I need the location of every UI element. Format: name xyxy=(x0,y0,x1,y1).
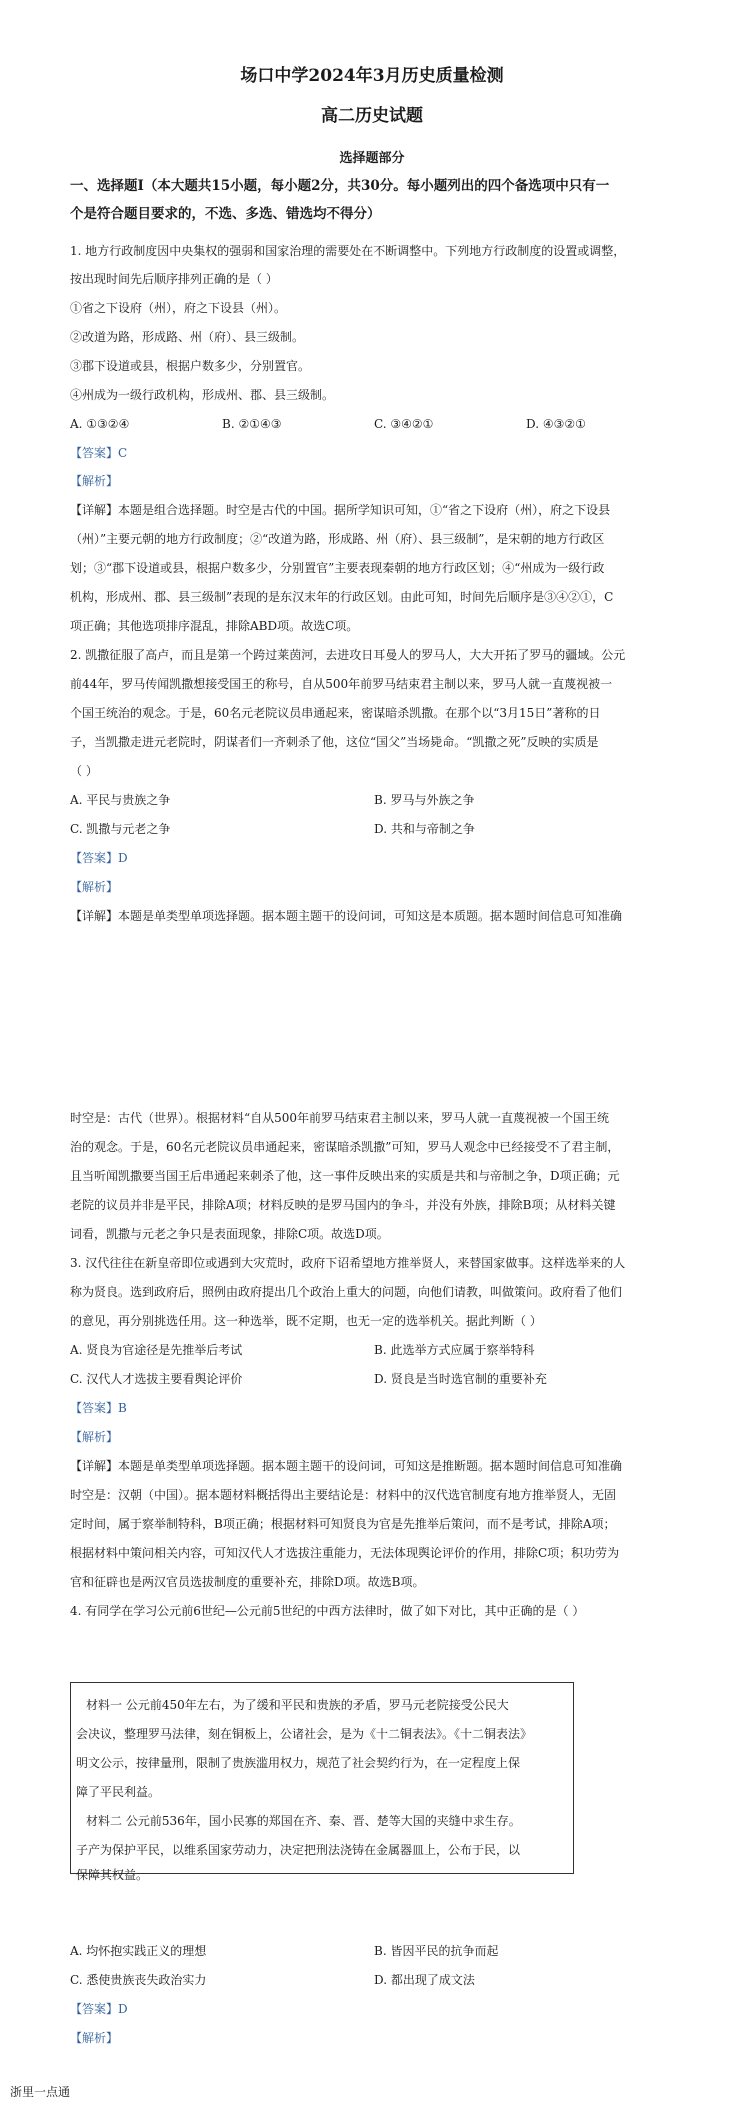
q2-detail-line-6: 词看，凯撒与元老之争只是表面现象，排除C项。故选D项。 xyxy=(70,1227,389,1241)
section-heading-line-1: 一、选择题Ⅰ（本大题共15小题，每小题2分，共30分。每小题列出的四个备选项中只有一 xyxy=(70,178,610,194)
q1-detail-line-1: 【详解】本题是组合选择题。时空是古代的中国。据所学知识可知，①“省之下设府（州），府之下设县 xyxy=(70,503,611,517)
q2-option-a: A. 平民与贵族之争 xyxy=(70,793,171,807)
q3-detail-line-4: 根据材料中策问相关内容，可知汉代人才选拔注重能力，无法体现舆论评价的作用，排除C项；积功劳为 xyxy=(70,1546,620,1560)
q1-detail-line-5: 项正确；其他选项排序混乱，排除ABD项。故选C项。 xyxy=(70,619,359,633)
q4-answer: 【答案】D xyxy=(70,2002,128,2016)
q2-stem-line-5: （ ） xyxy=(70,764,98,778)
q2-detail-line-5: 老院的议员并非是平民，排除A项；材料反映的是罗马国内的争斗，并没有外族，排除B项；从材料关键 xyxy=(70,1198,616,1212)
exam-subtitle: 高二历史试题 xyxy=(321,106,423,126)
q1-answer: 【答案】C xyxy=(70,446,128,460)
q1-item-3: ③郡下设道或县，根据户数多少，分别置官。 xyxy=(70,359,311,373)
q3-analysis-label: 【解析】 xyxy=(70,1430,119,1444)
q2-detail-line-4: 且当听闻凯撒要当国王后串通起来刺杀了他，这一事件反映出来的实质是共和与帝制之争，D项正确；元 xyxy=(70,1169,620,1183)
q3-answer: 【答案】B xyxy=(70,1401,127,1415)
q1-item-1: ①省之下设府（州），府之下设县（州）。 xyxy=(70,301,287,315)
q2-detail-line-1: 【详解】本题是单类型单项选择题。据本题主题干的设问词，可知这是本质题。据本题时间信息可知准确 xyxy=(70,909,623,923)
q1-item-4: ④州成为一级行政机构，形成州、郡、县三级制。 xyxy=(70,388,335,402)
q2-stem-line-2: 前44年，罗马传闻凯撒想接受国王的称号，自从500年前罗马结束君主制以来，罗马人就一直蔑视被一 xyxy=(70,677,613,691)
footer-watermark: 浙里一点通 xyxy=(10,2085,71,2099)
q3-stem-line-3: 的意见，再分别挑选任用。这一种选举，既不定期，也无一定的选举机关。据此判断（ ） xyxy=(70,1314,542,1328)
q3-stem-line-1: 3. 汉代往往在新皇帝即位或遇到大灾荒时，政府下诏希望地方推举贤人，来替国家做事。这样选举来的人 xyxy=(70,1256,626,1270)
q1-option-d: D. ④③②① xyxy=(526,417,586,431)
material-line-5: 材料二 公元前536年，国小民寡的郑国在齐、秦、晋、楚等大国的夹缝中求生存。 xyxy=(86,1814,521,1828)
q1-stem-line-1: 1. 地方行政制度因中央集权的强弱和国家治理的需要处在不断调整中。下列地方行政制度的设置或调整， xyxy=(70,244,626,258)
material-line-7: 保障其权益。 xyxy=(76,1868,149,1882)
q1-stem-line-2: 按出现时间先后顺序排列正确的是（ ） xyxy=(70,272,278,286)
q3-option-b: B. 此选举方式应属于察举特科 xyxy=(374,1343,535,1357)
q4-option-b: B. 皆因平民的抗争而起 xyxy=(374,1944,499,1958)
q1-analysis-label: 【解析】 xyxy=(70,474,119,488)
q2-answer: 【答案】D xyxy=(70,851,128,865)
q1-option-b: B. ②①④③ xyxy=(222,417,282,431)
material-line-2: 会决议，整理罗马法律，刻在铜板上，公诸社会，是为《十二铜表法》。《十二铜表法》 xyxy=(76,1727,533,1741)
q4-option-a: A. 均怀抱实践正义的理想 xyxy=(70,1944,207,1958)
q2-option-b: B. 罗马与外族之争 xyxy=(374,793,475,807)
q1-item-2: ②改道为路，形成路、州（府）、县三级制。 xyxy=(70,330,305,344)
q2-detail-line-3: 治的观念。于是，60名元老院议员串通起来，密谋暗杀凯撒”可知，罗马人观念中已经接受不了君主制， xyxy=(70,1140,620,1154)
section-heading-line-2: 个是符合题目要求的，不选、多选、错选均不得分） xyxy=(70,206,381,222)
q3-option-d: D. 贤良是当时选官制的重要补充 xyxy=(374,1372,547,1386)
q2-analysis-label: 【解析】 xyxy=(70,880,119,894)
material-line-1: 材料一 公元前450年左右，为了缓和平民和贵族的矛盾，罗马元老院接受公民大 xyxy=(86,1698,509,1712)
q2-stem-line-1: 2. 凯撒征服了高卢，而且是第一个跨过莱茵河，去进攻日耳曼人的罗马人，大大开拓了罗马的疆域。公元 xyxy=(70,648,626,662)
q1-option-c: C. ③④②① xyxy=(374,417,434,431)
exam-title: 场口中学2024年3月历史质量检测 xyxy=(240,66,504,86)
q4-option-d: D. 都出现了成文法 xyxy=(374,1973,475,1987)
material-line-3: 明文公示，按律量刑，限制了贵族滥用权力，规范了社会契约行为，在一定程度上保 xyxy=(76,1756,521,1770)
q3-detail-line-1: 【详解】本题是单类型单项选择题。据本题主题干的设问词，可知这是推断题。据本题时间信息可知准确 xyxy=(70,1459,623,1473)
material-line-4: 障了平民利益。 xyxy=(76,1785,161,1799)
q3-stem-line-2: 称为贤良。选到政府后，照例由政府提出几个政治上重大的问题，向他们请教，叫做策问。政府看了他们 xyxy=(70,1285,623,1299)
q4-option-c: C. 悉使贵族丧失政治实力 xyxy=(70,1973,207,1987)
material-line-6: 子产为保护平民，以维系国家劳动力，决定把刑法浇铸在金属器皿上，公布于民，以 xyxy=(76,1843,521,1857)
q4-stem: 4. 有同学在学习公元前6世纪—公元前5世纪的中西方法律时，做了如下对比，其中正确的是（ ） xyxy=(70,1604,585,1618)
q1-detail-line-4: 机构，形成州、郡、县三级制”表现的是东汉末年的行政区划。由此可知，时间先后顺序是③④②①，C xyxy=(70,590,614,604)
q3-detail-line-5: 官和征辟也是两汉官员选拔制度的重要补充，排除D项。故选B项。 xyxy=(70,1575,425,1589)
q3-option-c: C. 汉代人才选拔主要看舆论评价 xyxy=(70,1372,243,1386)
q3-detail-line-2: 时空是：汉朝（中国）。据本题材料概括得出主要结论是：材料中的汉代选官制度有地方推举贤人，无固 xyxy=(70,1488,617,1502)
part-heading: 选择题部分 xyxy=(339,151,405,166)
q3-option-a: A. 贤良为官途径是先推举后考试 xyxy=(70,1343,243,1357)
q1-option-a: A. ①③②④ xyxy=(70,417,130,431)
q2-stem-line-3: 个国王统治的观念。于是，60名元老院议员串通起来，密谋暗杀凯撒。在那个以“3月15日”著称的日 xyxy=(70,706,601,720)
q2-stem-line-4: 子，当凯撒走进元老院时，阴谋者们一齐刺杀了他，这位“国父”当场毙命。“凯撒之死”反映的实质是 xyxy=(70,735,599,749)
q2-option-d: D. 共和与帝制之争 xyxy=(374,822,475,836)
q3-detail-line-3: 定时间，属于察举制特科，B项正确；根据材料可知贤良为官是先推举后策问，而不是考试，排除A项； xyxy=(70,1517,616,1531)
q1-detail-line-3: 划；③“郡下设道或县，根据户数多少，分别置官”主要表现秦朝的地方行政区划；④“州成为一级行政 xyxy=(70,561,605,575)
q4-analysis-label: 【解析】 xyxy=(70,2031,119,2045)
q2-option-c: C. 凯撒与元老之争 xyxy=(70,822,171,836)
q2-detail-line-2: 时空是：古代（世界）。根据材料“自从500年前罗马结束君主制以来，罗马人就一直蔑视被一个国王统 xyxy=(70,1111,610,1125)
q1-detail-line-2: （州）”主要元朝的地方行政制度；②“改道为路，形成路、州（府）、县三级制”，是宋朝的地方行政区 xyxy=(70,532,605,546)
